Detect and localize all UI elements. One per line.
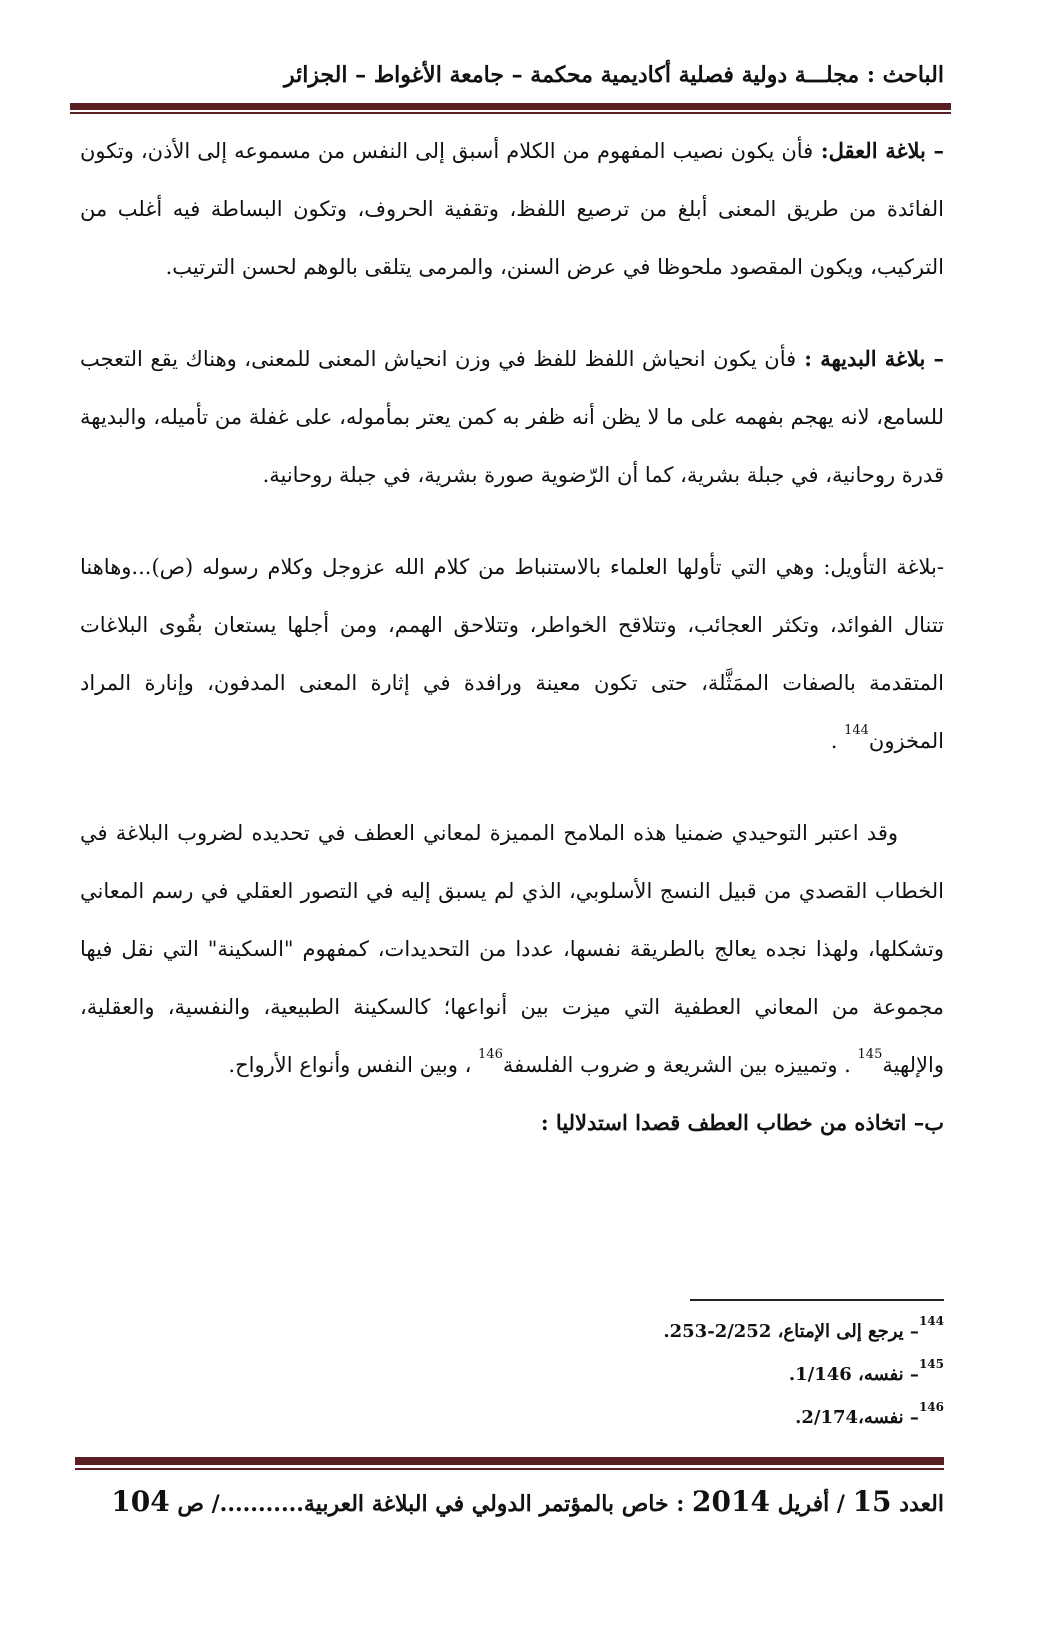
paragraph-reason-eloquence <box>80 122 944 296</box>
issue-label: العدد <box>899 1491 944 1517</box>
footnote-text: – يرجع إلى الإمتاع، 2/252-253. <box>663 1321 919 1342</box>
paragraph-tail: . <box>830 729 845 753</box>
paragraph-text: فأن يكون انحياش اللفظ للفظ في وزن انحياش المعنى للمعنى، وهناك يقع التعجب للسامع، لانه يهجم بفهمه على ما لا يظن أنه ظفر به كمن يعتر بمأموله، على غفلة من تأميله، والبديهة قدرة روحانية، في جبلة بشرية، كما أن الرّضوية صورة بشرية، في جبلة روحانية. <box>80 347 944 487</box>
footer-separator: / <box>829 1491 853 1517</box>
page-header <box>80 58 944 94</box>
term-label: – بلاغة العقل: <box>813 138 944 163</box>
footnote-text: – نفسه، 1/146. <box>788 1364 919 1385</box>
footnote-ref: 146 <box>478 1047 503 1062</box>
term-label: – بلاغة البديهة : <box>796 346 944 371</box>
issue-number: 15 <box>852 1485 892 1518</box>
paragraph-text: -بلاغة التأويل: وهي التي تأولها العلماء بالاستنباط من كلام الله عزوجل وكلام رسوله (ص)...وهاهنا تتنال الفوائد، وتكثر العجائب، وتتلاقح الخواطر، وتتلاحق الهمم، ومن أجلها يستعان بقُوى البلاغات المتقدمة بالصفات الممَثَّلة، حتى تكون معينة ورافدة في إثارة المعنى المدفون، وإنارة المراد المخزون <box>80 555 944 753</box>
footnotes <box>80 1310 944 1439</box>
section-subheading: ب– اتخاذه من خطاب العطف قصدا استدلاليا : <box>540 1110 944 1135</box>
issue-month: أفريل <box>777 1491 830 1517</box>
footnote-ref: 144 <box>844 723 869 738</box>
paragraph-text: ، وبين النفس وأنواع الأرواح. <box>228 1053 479 1077</box>
footnote-item <box>80 1353 944 1396</box>
special-issue-note: : خاص بالمؤتمر الدولي في البلاغة العربية.........../ ص <box>169 1491 693 1517</box>
footnote-separator <box>690 1299 944 1301</box>
header-rule-thin <box>70 112 951 114</box>
footnote-text: – نفسه،2/174. <box>795 1407 919 1428</box>
paragraph-text: فأن يكون نصيب المفهوم من الكلام أسبق إلى النفس من مسموعه إلى الأذن، وتكون الفائدة من طريق المعنى أبلغ من ترصيع اللفظ، وتقفية الحروف، وتكون البساطة فيه أغلب من التركيب، ويكون المقصود ملحوظا في عرض السنن، والمرمى يتلقى بالوهم لحسن الترتيب. <box>80 139 944 279</box>
footnote-item <box>80 1396 944 1439</box>
header-rule <box>70 103 951 110</box>
footnote-item <box>80 1310 944 1353</box>
issue-year: 2014 <box>692 1485 770 1518</box>
journal-title: الباحث : مجلـــة دولية فصلية أكاديمية محكمة – جامعة الأغواط – الجزائر <box>283 62 944 88</box>
footnote-number: 146 <box>918 1400 944 1414</box>
page-footer <box>80 1478 944 1528</box>
paragraph-text: وقد اعتبر التوحيدي ضمنيا هذه الملامح المميزة لمعاني العطف في تحديده لضروب البلاغة في الخطاب القصدي من قبيل النسج الأسلوبي، الذي لم يسبق إليه في التصور العقلي في رسم المعاني وتشكلها، ولهذا نجده يعالج بالطريقة نفسها، عددا من التحديدات، كمفهوم "السكينة" التي نقل فيها مجموعة من المعاني العطفية التي ميزت بين أنواعها؛ كالسكينة الطبيعية، والنفسية، والعقلية، والإلهية <box>80 821 944 1077</box>
footnote-number: 145 <box>918 1357 944 1371</box>
page-number: 104 <box>111 1485 170 1518</box>
body-paragraph <box>80 804 944 1094</box>
paragraph-text: . وتمييزه بين الشريعة و ضروب الفلسفة <box>502 1053 858 1077</box>
footer-rule-thin <box>75 1468 944 1470</box>
footer-rule <box>75 1457 944 1465</box>
footnote-ref: 145 <box>857 1047 883 1062</box>
paragraph-intuition-eloquence <box>80 330 944 504</box>
footnote-number: 144 <box>918 1314 944 1328</box>
main-content <box>80 122 944 1152</box>
paragraph-interpretation-eloquence <box>80 538 944 770</box>
